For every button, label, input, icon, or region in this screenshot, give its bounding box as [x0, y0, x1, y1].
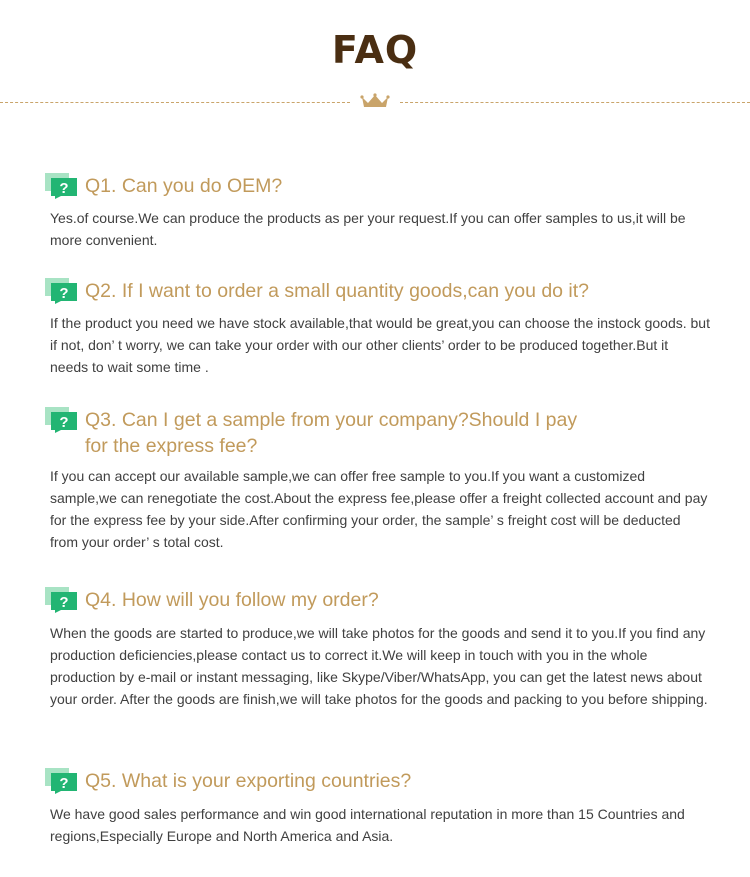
question-row — [0, 407, 750, 457]
question-chat-icon — [45, 407, 77, 433]
svg-text:?: ? — [59, 775, 69, 792]
faq-item-4 — [0, 587, 750, 707]
question-chat-icon — [45, 587, 77, 613]
svg-text:?: ? — [59, 414, 69, 431]
answer-text: We have good sales performance and win good international reputation in more than 15 Countries and regions,Especially Europe and North America and Asia. — [50, 806, 685, 844]
page-title: FAQ — [331, 28, 419, 72]
answer-text: When the goods are started to produce,we will take photos for the goods and send it to you.If you find any production deficiencies,please contact us to correct it.We will keep in touch with you in the whole production by e-mail or instant messaging, like Skype/Viber/WhatsApp, you can get the latest news about your order. After the goods are finish,we will take photos for the goods and packing to you before shipping. — [50, 625, 708, 707]
question-chat-icon — [45, 768, 77, 794]
faq-item-2 — [0, 278, 750, 375]
question-row — [0, 587, 750, 619]
svg-text:?: ? — [59, 285, 69, 302]
question-chat-icon — [45, 173, 77, 199]
question-text: Q4. How will you follow my order? — [85, 589, 379, 611]
question-row — [0, 278, 750, 310]
divider-line-left — [0, 102, 350, 103]
question-text: Q1. Can you do OEM? — [85, 175, 283, 197]
faq-item-5 — [0, 768, 750, 844]
answer-text: Yes.of course.We can produce the products as per your request.If you can offer samples to us,it will be more convenient. — [50, 210, 686, 248]
title-divider — [0, 92, 750, 112]
faq-item-1 — [0, 173, 750, 248]
faq-item-3 — [0, 407, 750, 550]
question-chat-icon — [45, 278, 77, 304]
question-row — [0, 173, 750, 205]
crown-icon — [359, 93, 391, 109]
question-text: Q2. If I want to order a small quantity goods,can you do it? — [85, 280, 590, 302]
question-row — [0, 768, 750, 800]
question-text: Q3. Can I get a sample from your company?Should I pay for the express fee? — [85, 409, 578, 457]
svg-text:?: ? — [59, 594, 69, 611]
answer-text: If you can accept our available sample,we can offer free sample to you.If you want a customized sample,we can renegotiate the cost.About the express fee,please offer a freight collected account and pay for the express fee by your side.After confirming your order, the sample’ s freight cost will be deducted from your order’ s total cost. — [50, 468, 708, 550]
question-text: Q5. What is your exporting countries? — [85, 770, 412, 792]
svg-text:?: ? — [59, 180, 69, 197]
divider-line-right — [400, 102, 750, 103]
answer-text: If the product you need we have stock available,that would be great,you can choose the instock goods. but if not, don’ t worry, we can take your order with our other clients’ order to be produced together.But it needs to wait some time . — [50, 315, 710, 375]
